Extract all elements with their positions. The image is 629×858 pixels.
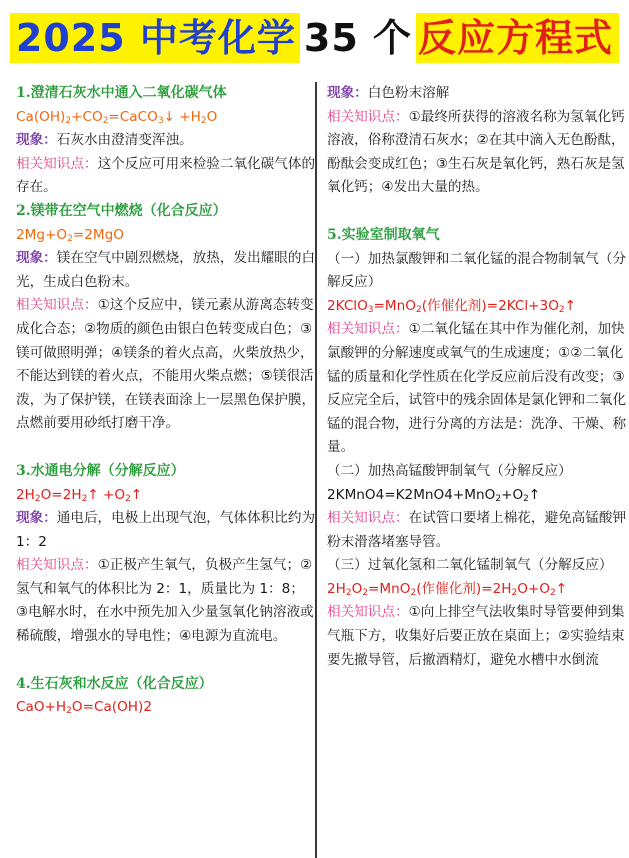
section-4-heading: 4.生石灰和水反应（化合反应）: [16, 675, 213, 692]
section-4-knowledge: 相关知识点：①最终所获得的溶液名称为氢氧化钙溶液，俗称澄清石灰水；②在其中滴入无色酚酞，酚酞会变成红色；③生石灰是氧化钙，熟石灰是氢氧化钙；④发出大量的热。: [327, 108, 625, 196]
section-3-equation: $2H_2O=2H_2↑$ $+O_2↑$: [16, 486, 143, 504]
section-1-phenomenon: 现象：石灰水由澄清变浑浊。: [16, 132, 193, 149]
section-5-knowledge-2: 相关知识点：在试管口要堵上棉花，避免高锰酸钾粉末滑落堵塞导管。: [327, 510, 627, 550]
left-column: [16, 82, 316, 720]
section-3-knowledge: 相关知识点：①正极产生氧气，负极产生氢气；②氢气和氧气的体积比为 2：1，质量比为 1：8；③电解水时，在水中预先加入少量氢氧化钠溶液或稀硫酸，增强水的导电性；④电源为直流电。: [16, 557, 314, 645]
section-3-heading: 3.水通电分解（分解反应）: [16, 462, 185, 479]
title-bar: [0, 0, 629, 76]
title-main: 反应方程式: [416, 13, 619, 63]
section-2-equation: $2Mg+O_2=2MgO$: [16, 226, 124, 244]
section-1-heading: 1.澄清石灰水中通入二氧化碳气体: [16, 85, 227, 101]
section-5-equation-3: $2H_2O_2=MnO_2$(作催化剂)$=2H_2O+O_2↑$: [327, 580, 568, 598]
section-5-equation-1: 2KClO$_3$=MnO$_2$(作催化剂)$=2KCl+3O_2↑$: [327, 297, 577, 315]
section-5-knowledge-3: 相关知识点：①向上排空气法收集时导管要伸到集气瓶下方，收集好后要正放在桌面上；②实验结束要先撤导管，后撤酒精灯，避免水槽中水倒流: [327, 604, 625, 668]
section-3-phenomenon: 现象：通电后，电极上出现气泡，气体体积比约为 1：2: [16, 510, 316, 550]
section-5-part-2: （二）加热高锰酸钾制氧气（分解反应）: [327, 462, 572, 479]
title-count: 35 个: [303, 16, 413, 60]
section-5-knowledge-1: 相关知识点：①二氧化锰在其中作为催化剂，加快氯酸钾的分解速度或氧气的生成速度；①②二氧化锰的质量和化学性质在化学反应前后没有改变；③反应完全后，试管中的残余固体是氯化钾和二氧化锰的混合物，进行分离的方法是：洗净、干燥、称量。: [327, 321, 627, 456]
section-4-phenomenon: 现象：白色粉末溶解: [327, 85, 450, 101]
section-5-part-1: （一）加热氯酸钾和二氧化锰的混合物制氧气（分解反应）: [327, 250, 627, 291]
section-4-equation: $CaO+H_2O=Ca(OH)2$: [16, 699, 152, 717]
section-2-knowledge: 相关知识点：①这个反应中，镁元素从游离态转变成化合态；②物质的颜色由银白色转变成白色；③镁可做照明弹；④镁条的着火点高，火柴放热少，不能达到镁的着火点，不能用火柴点燃；⑤镁很活泼，为了保护镁，在镁表面涂上一层黑色保护膜，点燃前要用砂纸打磨干净。: [16, 297, 316, 432]
right-column: [327, 82, 627, 672]
page-title: [10, 13, 619, 63]
section-1-knowledge: 相关知识点：这个反应可用来检验二氧化碳气体的存在。: [16, 155, 316, 196]
section-2-heading: 2.镁带在空气中燃烧（化合反应）: [16, 202, 227, 219]
section-5-heading: 5.实验室制取氧气: [327, 226, 440, 243]
section-5-equation-2: $2KMnO4=K2MnO4+MnO_2+O_2↑$: [327, 486, 541, 504]
section-2-phenomenon: 现象：镁在空气中剧烈燃烧，放热，发出耀眼的白光，生成白色粉末。: [16, 250, 316, 290]
section-5-part-3: （三）过氧化氢和二氧化锰制氧气（分解反应）: [327, 557, 613, 574]
section-1-equation: $Ca(OH)_2+CO_2=CaCO_3↓ +H_2O$: [16, 108, 218, 126]
title-year: 2025 中考化学: [10, 13, 300, 63]
